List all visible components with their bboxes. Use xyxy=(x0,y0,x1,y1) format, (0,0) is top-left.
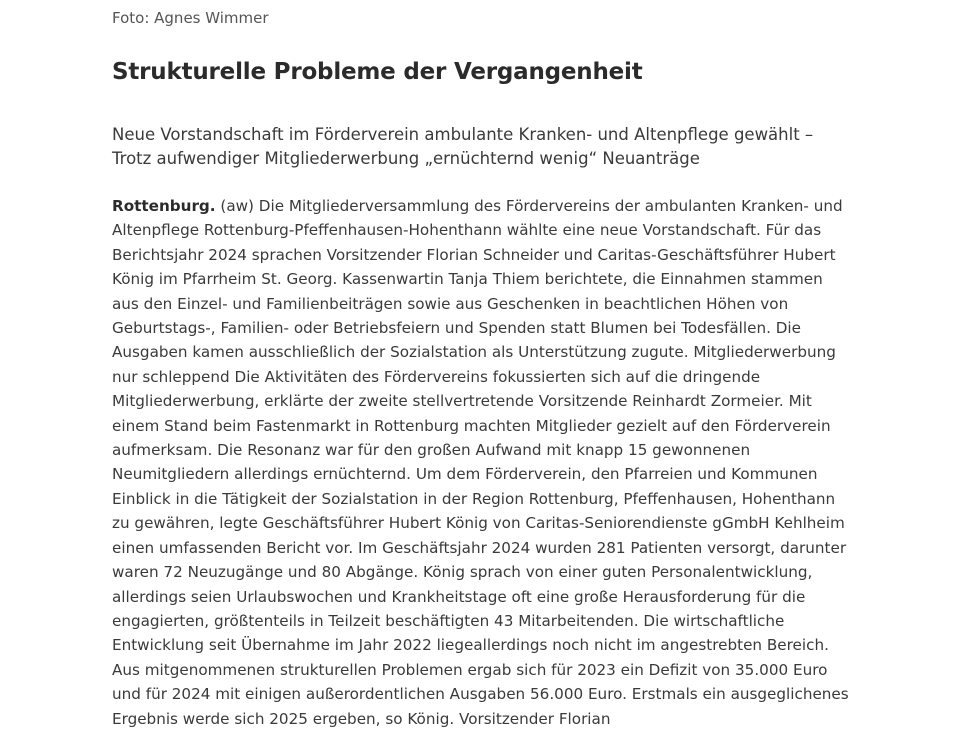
article-page xyxy=(112,0,852,731)
article-body xyxy=(112,194,852,731)
photo-caption-cutoff-line xyxy=(112,0,852,7)
article-dateline: Rottenburg. xyxy=(112,197,216,215)
photo-credit: Foto: Agnes Wimmer xyxy=(112,9,269,27)
article-body-text: (aw) Die Mitgliederversammlung des Fördervereins der ambulanten Kranken- und Altenpflege Rottenburg-Pfeffenhausen-Hohenthann wählte eine neue Vorstandschaft. Für das Berichtsjahr 2024 sprachen Vorsitzender Florian Schneider und Caritas-Geschäftsführer Hubert König im Pfarrheim St. Georg. Kassenwartin Tanja Thiem berichtete, die Einnahmen stammen aus den Einzel- und Familienbeiträgen sowie aus Geschenken in beachtlichen Höhen von Geburtstags-, Familien- oder Betriebsfeiern und Spenden statt Blumen bei Todesfällen. Die Ausgaben kamen ausschließlich der Sozialstation als Unterstützung zugute. Mitgliederwerbung nur schleppend Die Aktivitäten des Fördervereins fokussierten sich auf die dringende Mitgliederwerbung, erklärte der zweite stellvertretende Vorsitzende Reinhardt Zormeier. Mit einem Stand beim Fastenmarkt in Rottenburg machten Mitglieder gezielt auf den Förderverein aufmerksam. Die Resonanz war für den großen Aufwand mit knapp 15 gewonnenen Neumitgliedern allerdings ernüchternd. Um dem Förderverein, den Pfarreien und Kommunen Einblick in die Tätigkeit der Sozialstation in der Region Rottenburg, Pfeffenhausen, Hohenthann zu gewähren, legte Geschäftsführer Hubert König von Caritas-Seniorendienste gGmbH Kehlheim einen umfassenden Bericht vor. Im Geschäftsjahr 2024 wurden 281 Patienten versorgt, darunter waren 72 Neuzugänge und 80 Abgänge. König sprach von einer guten Personalentwicklung, allerdings seien Urlaubswochen und Krankheitstage oft eine große Herausforderung für die engagierten, größtenteils in Teilzeit beschäftigten 43 Mitarbeitenden. Die wirtschaftliche Entwicklung seit Übernahme im Jahr 2022 liegeallerdings noch nicht im angestrebten Bereich. Aus mitgenommenen strukturellen Problemen ergab sich für 2023 ein Defizit von 35.000 Euro und für 2024 mit einigen außerordentlichen Ausgaben 56.000 Euro. Erstmals ein ausgeglichenes Ergebnis werde sich 2025 ergeben, so König. Vorsitzender Florian xyxy=(112,197,849,728)
article-headline: Strukturelle Probleme der Vergangenheit xyxy=(112,59,643,85)
article-subheadline: Neue Vorstandschaft im Förderverein ambulante Kranken- und Altenpflege gewählt – Trotz aufwendiger Mitgliederwerbung „ernüchternd wenig“ Neuanträge xyxy=(112,125,814,168)
